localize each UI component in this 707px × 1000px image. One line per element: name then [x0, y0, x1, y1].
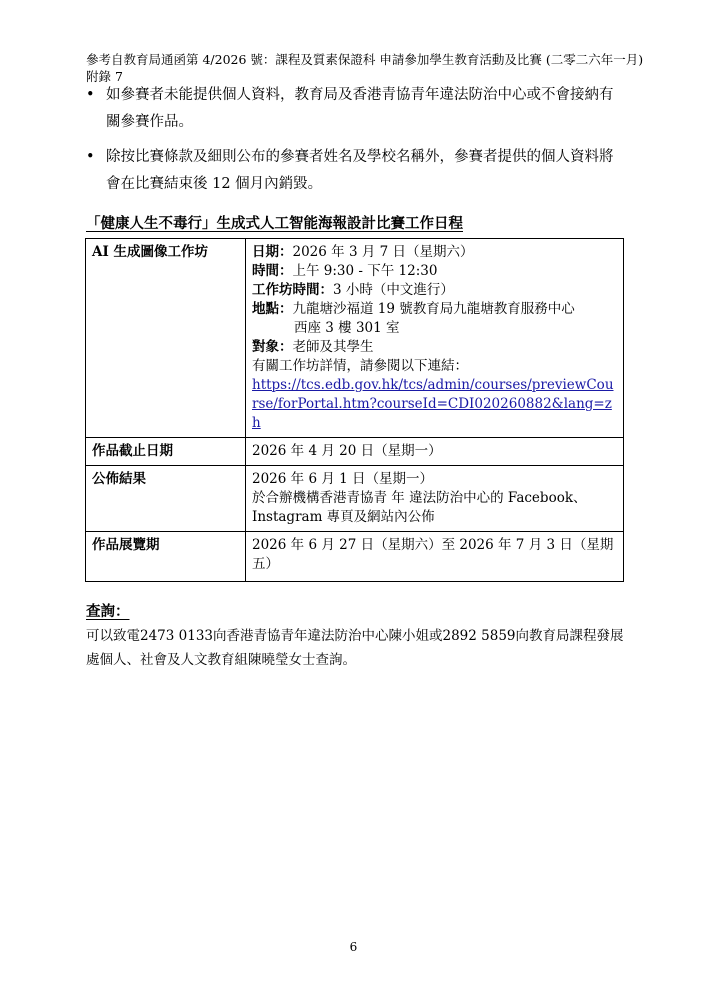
table-row	[86, 532, 624, 582]
course-link[interactable]: https://tcs.edb.gov.hk/tcs/admin/courses/previewCourse/forPortal.htm?courseId=CDI020260882&lang=zh	[252, 377, 614, 431]
result-channel: 於合辦機構香港青協青 年 違法防治中心的 Facebook、Instagram 專頁及網站內公佈	[252, 490, 587, 525]
venue-line-2: 西座 3 樓 301 室	[294, 320, 400, 336]
time-label: 時間：	[252, 263, 293, 279]
details-note: 有關工作坊詳情，請參閱以下連結：	[252, 358, 468, 374]
bullet-icon: •	[86, 149, 95, 165]
venue-value: 九龍塘沙福道 19 號教育局九龍塘教育服務中心	[292, 301, 575, 317]
row-label: 作品展覽期	[86, 532, 246, 582]
row-value: 2026 年 4 月 20 日（星期一）	[246, 438, 624, 466]
table-row	[86, 239, 624, 438]
document-header	[86, 51, 643, 85]
duration-line	[252, 281, 617, 300]
enquiry-title: 查詢：	[86, 603, 130, 620]
header-appendix: 附錄 7	[86, 69, 123, 84]
row-label: 公佈結果	[86, 466, 246, 532]
duration-label: 工作坊時間：	[252, 282, 333, 298]
bullet-text: 除按比賽條款及細則公布的參賽者姓名及學校名稱外，參賽者提供的個人資料將會在比賽結束後 12 個月內銷毀。	[106, 149, 614, 192]
audience-line	[252, 338, 617, 357]
schedule-table	[85, 238, 624, 582]
row-value: 2026 年 6 月 27 日（星期六）至 2026 年 7 月 3 日（星期五）	[246, 532, 624, 582]
schedule-title: 「健康人生不毒行」生成式人工智能海報設計比賽工作日程	[86, 215, 463, 232]
list-item	[86, 144, 626, 198]
date-line	[252, 243, 617, 262]
date-value: 2026 年 3 月 7 日（星期六）	[292, 244, 474, 260]
row-value	[246, 466, 624, 532]
table-row	[86, 438, 624, 466]
bullet-text: 如參賽者未能提供個人資料，教育局及香港青協青年違法防治中心或不會接納有關參賽作品。	[106, 87, 614, 130]
bullet-icon: •	[86, 87, 95, 103]
result-date: 2026 年 6 月 1 日（星期一）	[252, 471, 433, 487]
header-reference: 參考自教育局通函第 4/2026 號：課程及質素保證科 申請參加學生教育活動及比賽 (二零二六年一月)	[86, 52, 644, 67]
date-label: 日期：	[252, 244, 293, 260]
time-value: 上午 9:30 - 下午 12:30	[292, 263, 438, 279]
venue-line	[252, 300, 617, 319]
list-item	[86, 82, 626, 136]
venue-label: 地點：	[252, 301, 293, 317]
table-row	[86, 466, 624, 532]
audience-value: 老師及其學生	[292, 339, 374, 355]
enquiry-text: 可以致電2473 0133向香港青協青年違法防治中心陳小姐或2892 5859向教育局課程發展處個人、社會及人文教育組陳曉瑩女士查詢。	[86, 628, 624, 668]
workshop-details	[246, 239, 624, 438]
row-label: 作品截止日期	[86, 438, 246, 466]
page-number: 6	[349, 940, 358, 954]
time-line	[252, 262, 617, 281]
bullet-list	[86, 82, 626, 206]
duration-value: 3 小時（中文進行）	[333, 282, 454, 298]
audience-label: 對象：	[252, 339, 293, 355]
row-label: AI 生成圖像工作坊	[86, 239, 246, 438]
